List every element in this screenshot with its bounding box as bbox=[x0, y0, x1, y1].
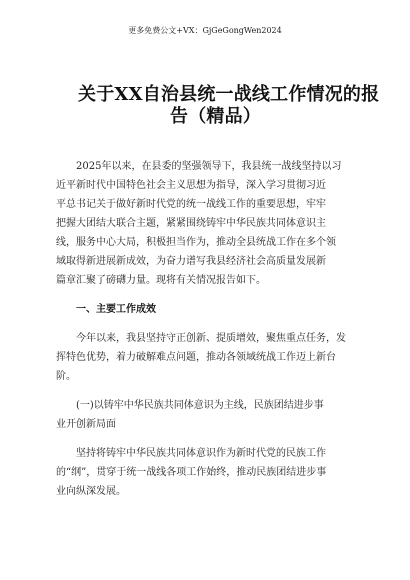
intro-line: 近平新时代中国特色社会主义思想为指导，深入学习贯彻习近 bbox=[56, 180, 326, 191]
subsection-1-line: 业向纵深发展。 bbox=[56, 486, 126, 497]
section-1-paragraph bbox=[56, 329, 356, 386]
document-title bbox=[78, 84, 380, 128]
subsection-1-heading bbox=[56, 396, 356, 434]
subsection-1-heading-line: (一)以铸牢中华民族共同体意识为主线，民族团结进步事 bbox=[76, 400, 324, 411]
subsection-1-line: 坚持将铸牢中华民族共同体意识作为新时代党的民族工作 bbox=[76, 448, 326, 459]
intro-line: 平总书记关于做好新时代党的统一战线工作的重要思想，牢牢 bbox=[56, 199, 326, 210]
intro-line: 2025年以来，在县委的坚强领导下，我县统一战线坚持以习 bbox=[76, 161, 342, 172]
section-1-line: 阶。 bbox=[56, 371, 76, 382]
header-note: 更多免费公文+VX：GjGeGongWen2024 bbox=[128, 26, 282, 35]
intro-line: 域取得新进展新成效，为奋力谱写我县经济社会高质量发展新 bbox=[56, 256, 326, 267]
subsection-1-heading-line: 业开创新局面 bbox=[56, 419, 116, 430]
section-1-line: 今年以来，我县坚持守正创新、提质增效，聚焦重点任务，发 bbox=[76, 333, 346, 344]
intro-line: 线，服务中心大局，积极担当作为，推动全县统战工作在多个领 bbox=[56, 237, 336, 248]
section-1-heading: 一、主要工作成效 bbox=[76, 304, 156, 315]
title-line-1: 关于XX自治县统一战线工作情况的报 bbox=[78, 84, 380, 105]
subsection-1-line: 的“纲”，贯穿于统一战线各项工作始终，推动民族团结进步事 bbox=[56, 467, 327, 478]
intro-line: 篇章汇聚了磅礴力量。现将有关情况报告如下。 bbox=[56, 275, 266, 286]
intro-line: 把握大团结大联合主题，紧紧围绕铸牢中华民族共同体意识主 bbox=[56, 218, 326, 229]
subsection-1-paragraph bbox=[56, 444, 356, 501]
intro-paragraph bbox=[56, 157, 356, 290]
document-body bbox=[56, 157, 356, 501]
title-line-2: 告（精品） bbox=[170, 106, 261, 127]
section-1-line: 挥特色优势，着力破解难点问题，推动各领域统战工作迈上新台 bbox=[56, 352, 336, 363]
